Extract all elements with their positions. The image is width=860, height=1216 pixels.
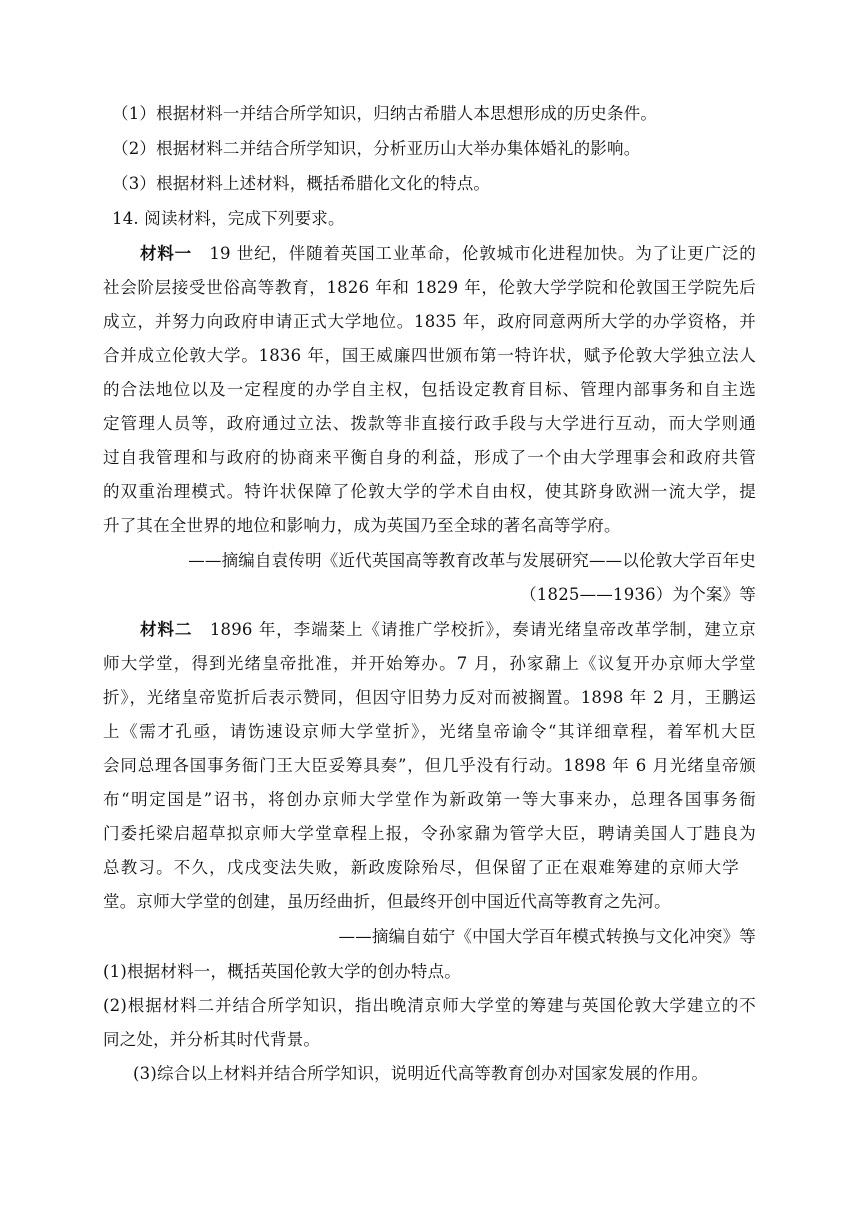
material2-line-7: 门委托梁启超草拟京师大学堂章程上报，令孙家鼐为管学大臣，聘请美国人丁韪良为	[103, 824, 756, 843]
q14-subquestion-2: (2)根据材料二并结合所学知识，指出晚清京师大学堂的筹建与英国伦敦大学建立的不	[103, 996, 756, 1015]
material1-line-6: 定管理人员等，政府通过立法、拨款等非直接行政手段与大学进行互动，而大学则通	[103, 414, 756, 433]
material1-line-2: 社会阶层接受世俗高等教育，1826 年和 1829 年，伦敦大学学院和伦敦国王学院先后	[103, 278, 756, 297]
material1-first-line	[140, 246, 756, 263]
material2-line-9: 堂。京师大学堂的创建，虽历经曲折，但最终开创中国近代高等教育之先河。	[103, 892, 671, 911]
material1-line-1: 19 世纪，伴随着英国工业革命，伦敦城市化进程加快。为了让更广泛的	[209, 244, 756, 263]
material1-line-4: 合并成立伦敦大学。1836 年，国王威廉四世颁布第一特许状，赋予伦敦大学独立法人	[103, 346, 756, 365]
material2-line-5: 会同总理各国事务衙门王大臣妥筹具奏”，但几乎没有行动。1898 年 6 月光绪皇帝颁	[103, 756, 756, 775]
material1-line-3-wrap	[103, 314, 756, 331]
q13-subquestion-3: （3）根据材料上述材料，概括希腊化文化的特点。	[112, 174, 491, 193]
material1-label: 材料一	[140, 244, 192, 263]
material2-line-2: 师大学堂，得到光绪皇帝批准，并开始筹办。7 月，孙家鼐上《议复开办京师大学堂	[103, 654, 756, 673]
q13-subquestion-1: （1）根据材料一并结合所学知识，归纳古希腊人本思想形成的历史条件。	[112, 104, 658, 123]
material1-source-1: ——摘编自袁传明《近代英国高等教育改革与发展研究——以伦敦大学百年史	[188, 551, 756, 570]
material2-line-3: 折》，光绪皇帝览折后表示赞同，但因守旧势力反对而被搁置。1898 年 2 月，王鹏运	[103, 688, 756, 707]
material1-line-7: 过自我管理和与政府的协商来平衡自身的利益，形成了一个由大学理事会和政府共管	[103, 448, 756, 467]
material1-line-4-wrap	[103, 348, 756, 365]
material1-line-2-wrap	[103, 280, 756, 297]
material2-line-5-wrap	[103, 758, 756, 775]
q14-subquestion-2-cont: 同之处，并分析其时代背景。	[103, 1030, 321, 1049]
material2-line-6-wrap	[103, 792, 756, 809]
material2-line-4: 上《需才孔亟，请饬速设京师大学堂折》，光绪皇帝谕令“其详细章程，着军机大臣	[103, 722, 756, 741]
material2-source: ——摘编自茹宁《中国大学百年模式转换与文化冲突》等	[338, 927, 756, 946]
material2-first-line	[140, 622, 756, 639]
material2-line-8: 总教习。不久，戊戌变法失败，新政废除殆尽，但保留了正在艰难筹建的京师大学	[103, 858, 739, 877]
material2-line-7-wrap	[103, 826, 756, 843]
material1-line-8-wrap	[103, 484, 756, 501]
q13-subquestion-2: （2）根据材料二并结合所学知识，分析亚历山大举办集体婚礼的影响。	[112, 139, 641, 158]
q14-subquestion-3: (3)综合以上材料并结合所学知识，说明近代高等教育创办对国家发展的作用。	[133, 1064, 709, 1083]
material2-label: 材料二	[140, 620, 193, 639]
material2-line-2-wrap	[103, 656, 756, 673]
material2-line-8-wrap	[103, 860, 739, 877]
q14-heading: 14. 阅读材料，完成下列要求。	[112, 209, 345, 228]
q14-subquestion-2-wrap	[103, 998, 756, 1015]
material2-line-6: 布“明定国是”诏书，将创办京师大学堂作为新政第一等大事来办，总理各国事务衙	[103, 790, 756, 809]
material2-line-3-wrap	[103, 690, 756, 707]
material1-line-3: 成立，并努力向政府申请正式大学地位。1835 年，政府同意两所大学的办学资格，并	[103, 312, 756, 331]
material1-line-6-wrap	[103, 416, 756, 433]
material1-line-9: 升了其在全世界的地位和影响力，成为英国乃至全球的著名高等学府。	[103, 516, 621, 535]
material1-line-5: 的合法地位以及一定程度的办学自主权，包括设定教育目标、管理内部事务和自主选	[103, 380, 756, 399]
material2-line-4-wrap	[103, 724, 756, 741]
q14-subquestion-1: (1)根据材料一，概括英国伦敦大学的创办特点。	[103, 962, 461, 981]
material1-line-8: 的双重治理模式。特许状保障了伦敦大学的学术自由权，使其跻身欧洲一流大学，提	[103, 482, 756, 501]
material2-line-1: 1896 年，李端棻上《请推广学校折》，奏请光绪皇帝改革学制，建立京	[209, 620, 757, 639]
material1-source-2: （1825——1936）为个案》等	[520, 585, 756, 604]
material1-line-5-wrap	[103, 382, 756, 399]
material1-line-7-wrap	[103, 450, 756, 467]
